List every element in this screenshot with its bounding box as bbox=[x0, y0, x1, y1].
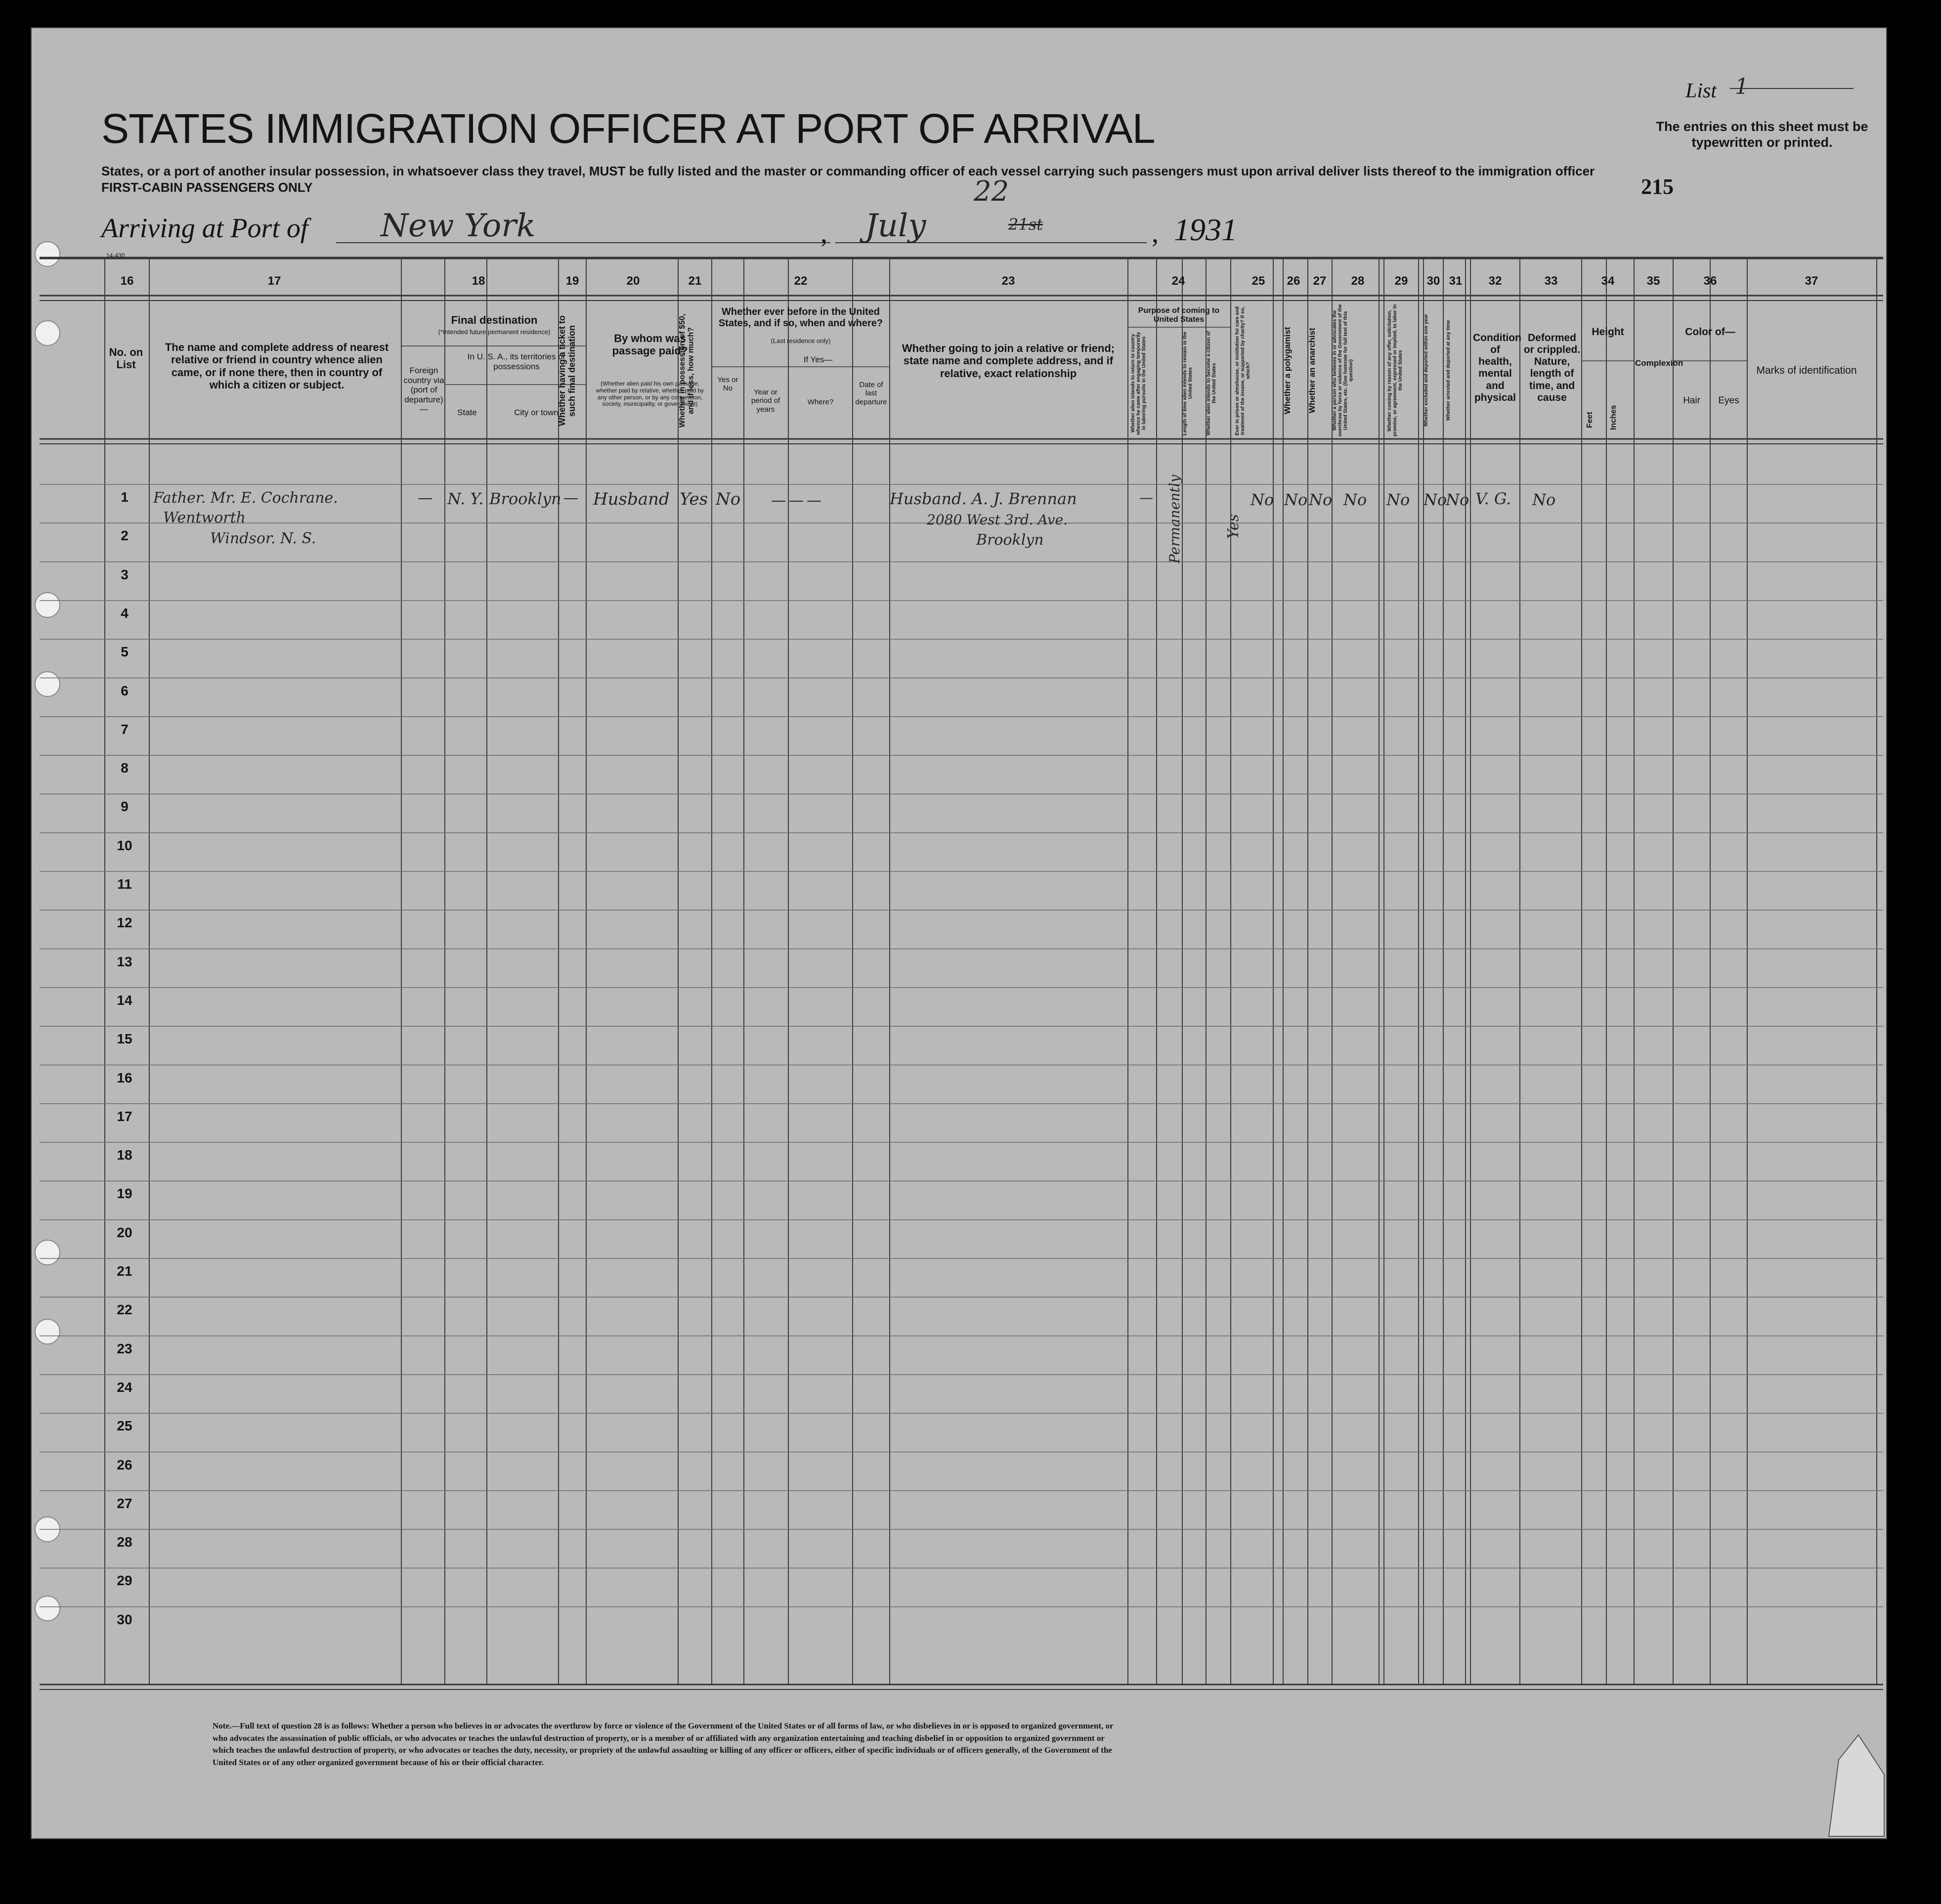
column-number: 33 bbox=[1544, 274, 1558, 288]
header-years: Year or period of years bbox=[751, 388, 780, 414]
entry-c28: No bbox=[1343, 490, 1367, 509]
column-number: 36 bbox=[1703, 274, 1717, 288]
row-number: 18 bbox=[117, 1147, 132, 1163]
header-labor-offer: Whether coming by reason of any offer, solicitation, promise, or agreement, expressed or implied, to labor in the United States bbox=[1387, 304, 1403, 437]
entry-health: V. G. bbox=[1475, 489, 1511, 508]
header-height: Height bbox=[1592, 326, 1624, 338]
header-before-in-us: Whether ever before in the United States, and if so, when and where? bbox=[718, 306, 883, 329]
entry-state: N. Y. bbox=[447, 489, 484, 508]
entry-length-of-stay: Permanently bbox=[1166, 475, 1183, 563]
row-number: 20 bbox=[117, 1224, 132, 1240]
row-number: 30 bbox=[117, 1611, 132, 1627]
header-if-yes: If Yes— bbox=[803, 355, 833, 364]
entry-intends-return: — bbox=[1139, 489, 1153, 506]
header-excluded: Whether excluded and deported within one year bbox=[1423, 314, 1429, 427]
comma: , bbox=[820, 218, 827, 249]
row-number: 8 bbox=[121, 760, 129, 776]
row-number: 11 bbox=[117, 876, 132, 892]
row-number: 17 bbox=[117, 1108, 132, 1124]
header-final-destination: Final destination bbox=[451, 314, 538, 326]
entry-relative-line2: Wentworth bbox=[163, 509, 246, 526]
entry-relative-line1: Father. Mr. E. Cochrane. bbox=[153, 489, 338, 507]
column-number: 31 bbox=[1449, 274, 1463, 288]
subtitle: States, or a port of another insular possession, in whatsoever class they travel, MUST be fully listed and the master or commanding officer of each vessel carrying such passengers must upon arrival deliver lists thereof to the immigration officer bbox=[101, 164, 1595, 178]
header-passage-paid: By whom was passage paid? bbox=[612, 332, 688, 357]
column-number: 34 bbox=[1601, 274, 1615, 288]
header-arrested: Whether arrested and deported at any time bbox=[1446, 320, 1451, 421]
header-final-destination-note: (*Intended future permanent residence) bbox=[438, 328, 551, 336]
entry-has-50: Yes bbox=[680, 489, 708, 509]
header-no-on-list: No. on List bbox=[109, 346, 143, 371]
entry-c30: No bbox=[1423, 490, 1447, 509]
column-number: 26 bbox=[1287, 274, 1300, 288]
entry-c27: No bbox=[1309, 490, 1333, 509]
row-number: 27 bbox=[117, 1495, 132, 1511]
header-anarchist: Whether an anarchist bbox=[1307, 328, 1317, 414]
row-number: 13 bbox=[117, 953, 132, 969]
row-number: 14 bbox=[117, 992, 132, 1008]
column-number: 32 bbox=[1488, 274, 1502, 288]
column-number: 22 bbox=[794, 274, 808, 288]
row-number: 3 bbox=[121, 566, 129, 582]
cabin-class: FIRST-CABIN PASSENGERS ONLY bbox=[101, 180, 323, 195]
column-number: 30 bbox=[1426, 274, 1440, 288]
row-number: 4 bbox=[121, 605, 129, 621]
header-city: City or town bbox=[514, 408, 559, 417]
header-deformed: Deformed or crippled. Nature, length of time, and cause bbox=[1523, 332, 1581, 403]
header-inches: Inches bbox=[1609, 405, 1618, 431]
column-number: 24 bbox=[1171, 274, 1185, 288]
row-number: 5 bbox=[121, 644, 129, 660]
header-hair: Hair bbox=[1683, 395, 1700, 406]
column-number: 20 bbox=[626, 274, 640, 288]
entry-before-details: ——— bbox=[771, 492, 824, 509]
header-polygamist: Whether a polygamist bbox=[1283, 327, 1292, 415]
header-color-of: Color of— bbox=[1685, 326, 1735, 338]
header-length-of-stay: Length of time alien intends to remain in the United States bbox=[1182, 331, 1193, 435]
header-intends-return: Whether alien intends to return to country whence he came after engaging temporarily in laboring pursuits in the United States bbox=[1130, 332, 1147, 435]
header-state: State bbox=[457, 408, 477, 417]
header-relative: The name and complete address of nearest relative or friend in country whence alien came, or if none there, then in country of which a citizen or subject. bbox=[165, 341, 389, 391]
header-date-departure: Date of last departure bbox=[855, 381, 887, 406]
arriving-label: Arriving at Port of bbox=[101, 213, 308, 244]
entry-joining-line3: Brooklyn bbox=[976, 531, 1044, 549]
entry-city: Brooklyn bbox=[489, 489, 561, 508]
column-number: 37 bbox=[1805, 274, 1818, 288]
header-foreign-via: Foreign country via (port of departure)— bbox=[403, 366, 444, 414]
row-number: 1 bbox=[121, 489, 129, 505]
header-complexion: Complexion bbox=[1635, 358, 1683, 368]
header-prison: Ever in prison or almshouse, or institution for care and treatment of the insane, or supported by charity? If so, which? bbox=[1235, 306, 1251, 435]
page-title: STATES IMMIGRATION OFFICER AT PORT OF ARRIVAL bbox=[101, 105, 1155, 152]
column-number: 16 bbox=[120, 274, 134, 288]
list-label: List bbox=[1685, 80, 1717, 102]
header-passage-note: (Whether alien paid his own passage, whether paid by relative, whether paid by any other person, or by any corporation, society, municipality, or government) bbox=[596, 380, 704, 408]
entry-relative-line3: Windsor. N. S. bbox=[210, 530, 316, 547]
month-value: July bbox=[865, 208, 926, 244]
entry-joining-line2: 2080 West 3rd. Ave. bbox=[927, 512, 1068, 528]
footnote: Note.—Full text of question 28 is as follows: Whether a person who believes in or advocates the overthrow by force or violence of the Government of the United States or of all forms of law, or who disbelieves in or is opposed to organized government, or who advocates the assassination of public officials, or who advocates or teaches the unlawful destruction of property, or is a member of or affiliated with any organization entertaining and teaching disbelief in or opposition to organized government or which teaches the unlawful destruction of property, or who advocates or teaches the duty, necessity, or propriety of the unlawful assaulting or killing of any officer or officers, either of specific individuals or of officers generally, of the Government of the United States or of any other organized government because of his or their official character. bbox=[213, 1721, 1114, 1767]
header-eyes: Eyes bbox=[1718, 395, 1739, 406]
header-purpose: Purpose of coming to United States bbox=[1138, 306, 1220, 324]
header-joining-relative: Whether going to join a relative or friend; state name and complete address, and if relative, exact relationship bbox=[902, 342, 1115, 380]
column-number: 27 bbox=[1313, 274, 1327, 288]
entry-ticket: — bbox=[563, 489, 578, 507]
row-number: 28 bbox=[117, 1534, 132, 1550]
column-number: 18 bbox=[472, 274, 485, 288]
header-feet: Feet bbox=[1586, 412, 1594, 429]
column-number: 21 bbox=[688, 274, 702, 288]
row-number: 19 bbox=[117, 1186, 132, 1202]
entry-c29: No bbox=[1386, 490, 1410, 509]
entry-become-citizen: Yes bbox=[1225, 514, 1242, 539]
day-struck: 21st bbox=[1008, 215, 1043, 234]
header-health: Condition of health, mental and physical bbox=[1473, 332, 1521, 403]
row-number: 16 bbox=[117, 1070, 132, 1085]
column-number: 19 bbox=[565, 274, 579, 288]
entry-c25: No bbox=[1251, 490, 1274, 509]
header-become-citizen: Whether alien intends to become a citizen of the United States bbox=[1206, 331, 1217, 436]
entry-c26: No bbox=[1284, 490, 1308, 509]
row-number: 7 bbox=[121, 721, 129, 737]
row-number: 23 bbox=[117, 1341, 132, 1356]
entry-joining-line1: Husband. A. J. Brennan bbox=[890, 489, 1077, 508]
entry-before-in-us: No bbox=[716, 489, 741, 509]
entry-foreign-via: — bbox=[418, 489, 432, 507]
row-number: 10 bbox=[117, 837, 132, 853]
row-number: 21 bbox=[117, 1263, 132, 1279]
header-fifty-dollars: Whether in possession of $50, and if less, how much? bbox=[678, 313, 695, 428]
header-yes-or-no: Yes or No bbox=[717, 376, 738, 393]
row-number: 22 bbox=[117, 1302, 132, 1318]
entry-c31: No bbox=[1446, 490, 1469, 509]
row-number: 9 bbox=[121, 799, 129, 815]
header-before-note: (Last residence only) bbox=[771, 337, 831, 345]
header-marks: Marks of identification bbox=[1756, 365, 1857, 376]
entry-passage-paid: Husband bbox=[593, 489, 670, 509]
row-number: 2 bbox=[121, 528, 129, 544]
row-number: 25 bbox=[117, 1418, 132, 1434]
list-number: 1 bbox=[1735, 74, 1749, 99]
row-number: 26 bbox=[117, 1457, 132, 1472]
column-number: 28 bbox=[1351, 274, 1365, 288]
entry-deformed: No bbox=[1532, 490, 1556, 509]
sheet-number: 215 bbox=[1641, 174, 1674, 199]
column-number: 17 bbox=[267, 274, 281, 288]
form-code: 14-430 bbox=[106, 252, 125, 259]
column-number: 29 bbox=[1394, 274, 1408, 288]
year-value: 1931 bbox=[1174, 212, 1237, 247]
header-ticket: Whether having a ticket to such final destination bbox=[557, 315, 577, 427]
header-where: Where? bbox=[807, 398, 834, 406]
row-number: 15 bbox=[117, 1031, 132, 1047]
header-in-usa: In U. S. A., its territories or possessions bbox=[467, 352, 566, 371]
row-number: 24 bbox=[117, 1379, 132, 1395]
comma: , bbox=[1152, 218, 1159, 249]
column-number: 35 bbox=[1646, 274, 1660, 288]
day-corrected: 22 bbox=[974, 175, 1009, 208]
row-number: 12 bbox=[117, 915, 132, 931]
port-value: New York bbox=[381, 208, 536, 244]
column-number: 23 bbox=[1001, 274, 1015, 288]
column-number: 25 bbox=[1251, 274, 1265, 288]
row-number: 6 bbox=[121, 683, 129, 698]
header-question-28: Whether a person who believes in or advocates the overthrow by force or violence of the Government of the United States, etc. (See footnote for full text of this question) bbox=[1332, 304, 1354, 437]
typewritten-note: The entries on this sheet must be typewritten or printed. bbox=[1656, 119, 1868, 150]
row-number: 29 bbox=[117, 1573, 132, 1589]
